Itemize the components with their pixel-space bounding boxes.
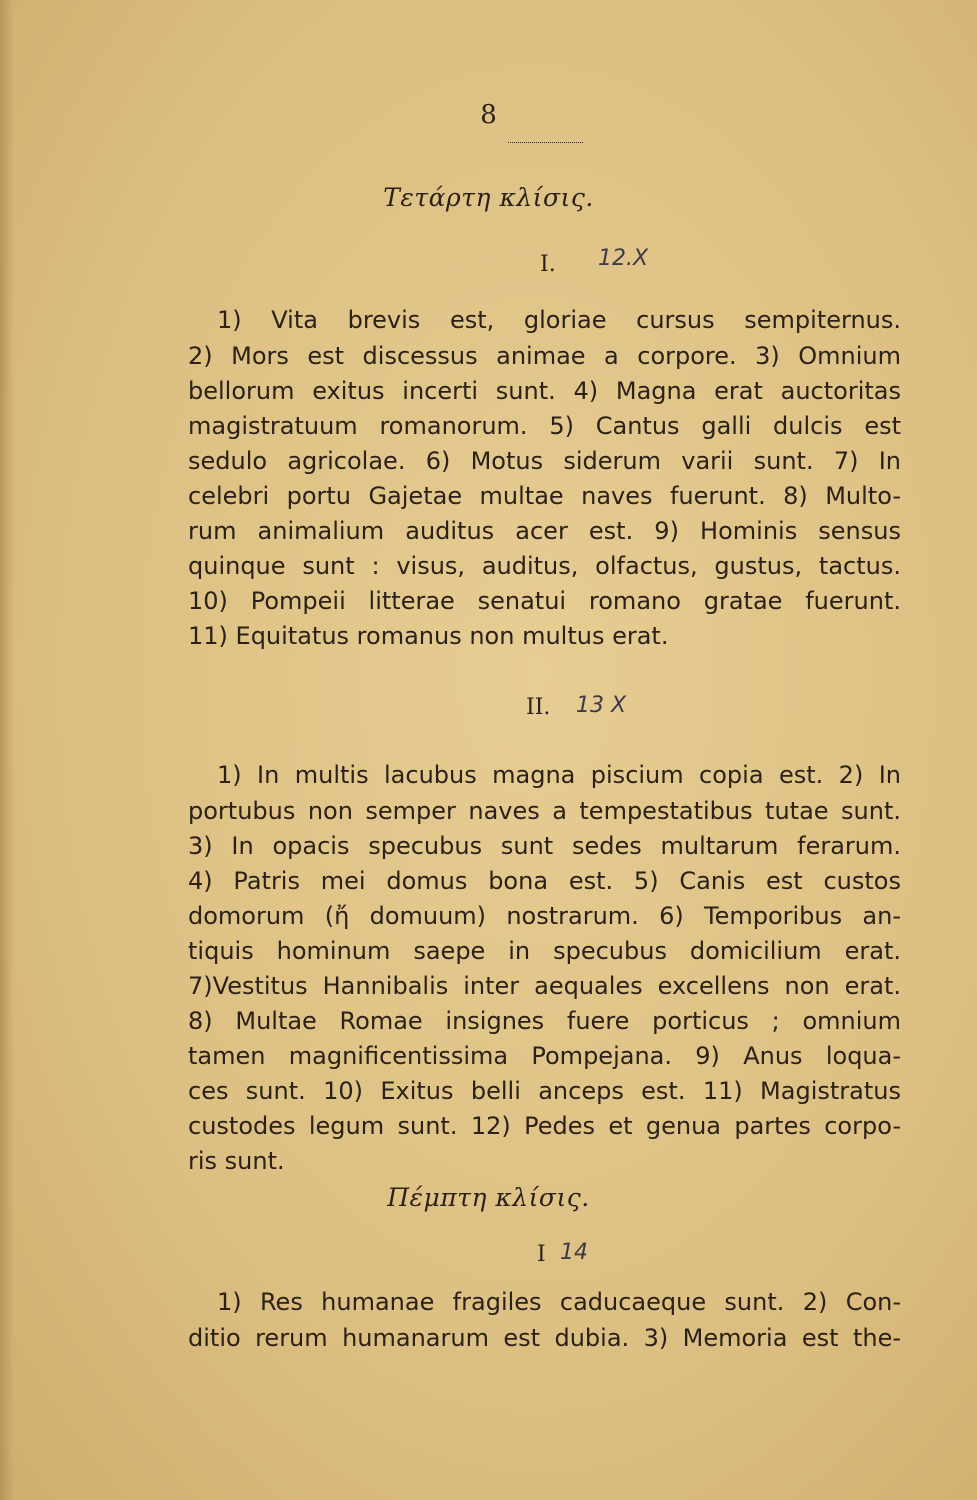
text-line: 3) In opacis specubus sunt sedes multarum ferarum.: [188, 832, 901, 860]
text-line: tiquis hominum saepe in specubus domicilium erat.: [188, 937, 901, 965]
text-line: ris sunt.: [188, 1147, 285, 1175]
handwritten-note: 14: [560, 1240, 588, 1265]
text-line: quinque sunt : visus, auditus, olfactus, gustus, tactus.: [188, 552, 901, 580]
handwritten-note: 12.X: [598, 246, 649, 271]
part-numeral: II.: [526, 695, 551, 720]
text-line: 1) Vita brevis est, gloriae cursus sempiternus.: [217, 306, 901, 334]
text-line: 11) Equitatus romanus non multus erat.: [188, 622, 669, 650]
text-line: 8) Multae Romae insignes fuere porticus ; omnium: [188, 1007, 901, 1035]
section-heading-fifth-declension: Πέμπτη κλίσις.: [387, 1183, 590, 1212]
text-line: 4) Patris mei domus bona est. 5) Canis est custos: [188, 867, 901, 895]
text-line: portubus non semper naves a tempestatibus tutae sunt.: [188, 797, 901, 825]
text-line: 10) Pompeii litterae senatui romano gratae fuerunt.: [188, 587, 901, 615]
text-line: magistratuum romanorum. 5) Cantus galli dulcis est: [188, 412, 901, 440]
text-line: 1) In multis lacubus magna piscium copia est. 2) In: [217, 761, 901, 789]
text-line: tamen magnificentissima Pompejana. 9) Anus loqua-: [188, 1042, 901, 1070]
text-line: bellorum exitus incerti sunt. 4) Magna erat auctoritas: [188, 377, 901, 405]
section-heading-fourth-declension: Τετάρτη κλίσις.: [383, 183, 594, 212]
text-line: custodes legum sunt. 12) Pedes et genua partes corpo-: [188, 1112, 901, 1140]
text-line: celebri portu Gajetae multae naves fuerunt. 8) Multo-: [188, 482, 901, 510]
text-line: 7)Vestitus Hannibalis inter aequales excellens non erat.: [188, 972, 901, 1000]
page-number: 8: [480, 100, 497, 130]
page-number-rule: [508, 142, 583, 143]
part-numeral: I.: [540, 252, 556, 277]
text-line: 2) Mors est discessus animae a corpore. 3) Omnium: [188, 342, 901, 370]
text-line: domorum (ἤ domuum) nostrarum. 6) Temporibus an-: [188, 902, 901, 930]
text-line: rum animalium auditus acer est. 9) Hominis sensus: [188, 517, 901, 545]
text-line: sedulo agricolae. 6) Motus siderum varii sunt. 7) In: [188, 447, 901, 475]
text-line: 1) Res humanae fragiles caducaeque sunt. 2) Con-: [217, 1288, 901, 1316]
part-numeral: I: [537, 1242, 546, 1267]
page-edge-shadow: [0, 0, 14, 1500]
text-line: ditio rerum humanarum est dubia. 3) Memoria est the-: [188, 1324, 901, 1352]
handwritten-note: 13 X: [576, 693, 627, 718]
text-line: ces sunt. 10) Exitus belli anceps est. 11) Magistratus: [188, 1077, 901, 1105]
